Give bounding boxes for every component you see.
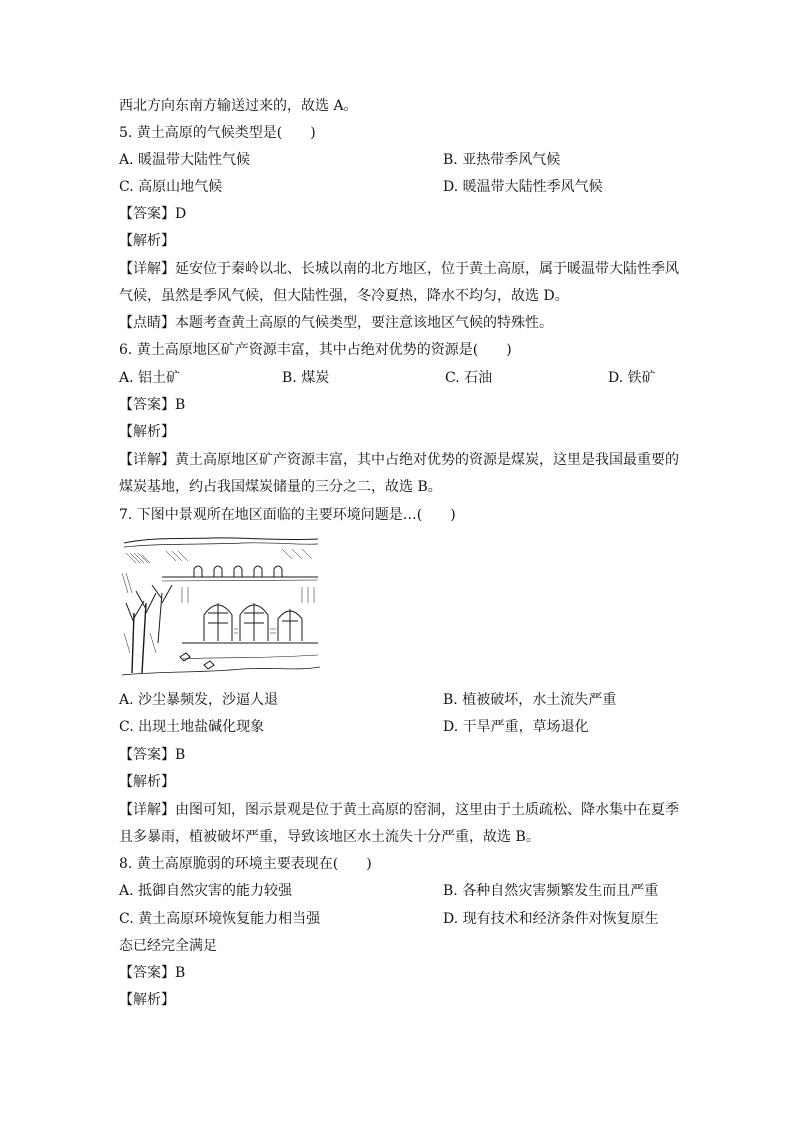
q5-option-b: B. 亚热带季风气候 <box>443 152 561 168</box>
question-7: 7. 下图中景观所在地区面临的主要环境问题是…( ) <box>119 507 456 523</box>
q5-option-c: C. 高原山地气候 <box>119 179 223 195</box>
q8-answer: 【答案】B <box>119 965 186 981</box>
line-prev-answer-end: 西北方向东南方输送过来的，故选 A。 <box>119 98 358 114</box>
q6-option-a: A. 铝土矿 <box>119 370 181 386</box>
q8-option-c: C. 黄土高原环境恢复能力相当强 <box>119 911 321 927</box>
q6-option-b: B. 煤炭 <box>282 370 330 386</box>
q7-option-b: B. 植被破坏，水土流失严重 <box>443 692 617 708</box>
q6-option-c: C. 石油 <box>445 370 493 386</box>
q6-detail-line-2: 煤炭基地，约占我国煤炭储量的三分之二，故选 B。 <box>119 479 442 495</box>
q5-analysis-heading: 【解析】 <box>119 233 175 249</box>
question-6: 6. 黄土高原地区矿产资源丰富，其中占绝对优势的资源是( ) <box>119 342 512 358</box>
q5-option-d: D. 暖温带大陆性季风气候 <box>443 179 603 195</box>
q8-option-b: B. 各种自然灾害频繁发生而且严重 <box>443 883 659 899</box>
q5-tip: 【点睛】本题考查黄土高原的气候类型，要注意该地区气候的特殊性。 <box>119 315 553 331</box>
q7-detail-line-2: 且多暴雨，植被破坏严重，导致该地区水土流失十分严重，故选 B。 <box>119 829 540 845</box>
q8-option-d-continued: 态已经完全满足 <box>119 938 217 954</box>
q5-detail-line-2: 气候，虽然是季风气候，但大陆性强，冬冷夏热，降水不均匀，故选 D。 <box>119 288 569 304</box>
q7-option-c: C. 出现土地盐碱化现象 <box>119 719 265 735</box>
q7-option-d: D. 干旱严重，草场退化 <box>443 719 589 735</box>
q5-detail-line-1: 【详解】延安位于秦岭以北、长城以南的北方地区，位于黄土高原，属于暖温带大陆性季风 <box>119 261 679 277</box>
q6-detail-line-1: 【详解】黄土高原地区矿产资源丰富，其中占绝对优势的资源是煤炭，这里是我国最重要的 <box>119 452 679 468</box>
q8-option-a: A. 抵御自然灾害的能力较强 <box>119 883 293 899</box>
q5-answer: 【答案】D <box>119 206 187 222</box>
cave-dwelling-illustration <box>122 533 320 681</box>
q7-option-a: A. 沙尘暴频发，沙逼人退 <box>119 692 279 708</box>
question-8: 8. 黄土高原脆弱的环境主要表现在( ) <box>119 856 372 872</box>
q5-option-a: A. 暖温带大陆性气候 <box>119 152 251 168</box>
q7-answer: 【答案】B <box>119 747 186 763</box>
q6-option-d: D. 铁矿 <box>608 370 656 386</box>
question-5: 5. 黄土高原的气候类型是( ) <box>119 125 316 141</box>
q7-analysis-heading: 【解析】 <box>119 774 175 790</box>
q6-analysis-heading: 【解析】 <box>119 424 175 440</box>
q8-option-d: D. 现有技术和经济条件对恢复原生 <box>443 911 659 927</box>
q7-detail-line-1: 【详解】由图可知，图示景观是位于黄土高原的窑洞，这里由于土质疏松、降水集中在夏季 <box>119 802 679 818</box>
q6-answer: 【答案】B <box>119 397 186 413</box>
q8-analysis-heading: 【解析】 <box>119 992 175 1008</box>
